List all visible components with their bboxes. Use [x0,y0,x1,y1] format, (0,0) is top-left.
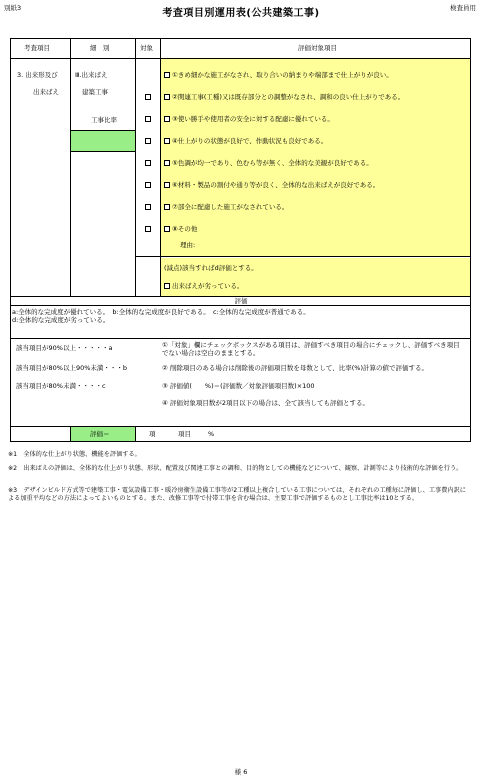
target-checkbox-2[interactable] [145,94,151,100]
footnote-1: ※1 全体的な仕上がり状態、機能を評価する。 [8,451,141,458]
result-unit-c: % [208,430,215,438]
eval-item-8: ⑧その他 [172,225,198,233]
col-header-target: 対象 [140,44,153,52]
eval-checkbox-7[interactable] [164,204,170,210]
deduction-item: 出来ばえが劣っている。 [172,282,244,290]
result-unit-a: 項 [149,430,156,438]
eval-area-highlight [161,58,470,256]
page-title: 考査項目別運用表(公共建築工事) [162,8,320,19]
target-checkbox-7[interactable] [145,204,151,210]
evaluation-title: 評価 [234,297,248,305]
deduction-checkbox[interactable] [164,283,170,289]
page-number: 様 6 [234,768,248,776]
eval-item-5: ⑤色調が均一であり、色むら等が無く、全体的な美観が良好である。 [172,159,373,167]
target-checkbox-3[interactable] [145,116,151,122]
eval-item-7: ⑦部全に配慮した施工がなされている。 [172,203,289,211]
eval-checkbox-6[interactable] [164,182,170,188]
eval-checkbox-1[interactable] [164,72,170,78]
target-checkbox-4[interactable] [145,138,151,144]
reason-label: 理由: [180,241,196,249]
eval-item-2: ②関連工事(工種)又は既存部分との調整がなされ、調和の良い仕上がりである。 [172,93,405,101]
rule-b: 該当項目が80%以上90%未満・・・b [16,364,128,372]
subcategory-line2: 建築工事 [82,88,108,96]
footnote-3: ※3 デザインビルド方式等で建築工事・電気設備工事・暖冷房衛生設備工事等が2工種以上複合している工事については、それぞれの工種毎に評価し、工事費内訳による加重平均などの方法によってよいものとする。また、改修工事等で付帯工事を含む場合は、主要工事で評価するものとし工事比率は10とする。 [8,487,466,503]
eval-item-1: ①きめ細かな施工がなされ、取り合いの納まりや端部まで仕上がりが良い。 [172,71,393,79]
note-1: ①「対象」欄にチェックボックスがある項目は、評価すべき項目の場合にチェックし、評価すべき項目でない場合は空白のままとする。 [162,341,460,357]
rule-a: 該当項目が90%以上・・・・・a [16,344,113,352]
deduction-heading: (減点)該当すればd評価とする。 [164,264,258,272]
grade-line-1: a:全体的な完成度が優れている。 b:全体的な完成度が良好である。 c:全体的な完成度が普通である。 [12,308,310,316]
eval-item-6: ⑥材料・製品の割付や通り等が良く、全体的な出来ばえが良好である。 [172,181,380,189]
inspector-label: 検査員用 [450,4,476,12]
eval-checkbox-3[interactable] [164,116,170,122]
category-line2: 出来ばえ [33,88,59,96]
eval-checkbox-4[interactable] [164,138,170,144]
eval-item-3: ③使い勝手や使用者の安全に対する配慮に優れている。 [172,115,334,123]
col-header-eval: 評価対象項目 [298,44,337,52]
note-3: ③ 評価値( %)＝(評価数／対象評価項目数)×100 [162,382,315,390]
rule-c: 該当項目が80%未満・・・・c [16,382,106,390]
note-4: ④ 評価対象項目数が2項目以下の場合は、全て該当しても評価とする。 [162,399,370,407]
subcategory-line1: Ⅲ.出来ばえ [75,71,108,79]
target-checkbox-5[interactable] [145,160,151,166]
eval-checkbox-2[interactable] [164,94,170,100]
work-rate-label: 工事比率 [91,116,117,124]
eval-item-4: ④仕上がりの状態が良好で、作動状況も良好である。 [172,137,328,145]
col-header-detail: 細 別 [90,44,110,52]
result-unit-b: 項目 [178,430,191,438]
footnote-2: ※2 出来ばえの評価は、全体的な仕上がり状態、形状、配置及び関連工事との調和、目的物としての機能などについて、観察、計測等により技術的な評価を行う。 [8,465,463,472]
col-header-item: 考査項目 [24,44,50,52]
target-checkbox-6[interactable] [145,182,151,188]
note-2: ② 削除項目のある場合は削除後の評価項目数を母数として、比率(%)計算の値で評価する。 [162,364,429,372]
eval-checkbox-8[interactable] [164,226,170,232]
work-rate-input-cell[interactable] [71,131,135,151]
result-label: 評価＝ [90,430,110,438]
grade-line-2: d:全体的な完成度が劣っている。 [12,316,110,324]
target-checkbox-8[interactable] [145,226,151,232]
eval-checkbox-5[interactable] [164,160,170,166]
appendix-label: 別紙3 [4,4,22,12]
category-line1: 3. 出来形及び [17,71,58,79]
